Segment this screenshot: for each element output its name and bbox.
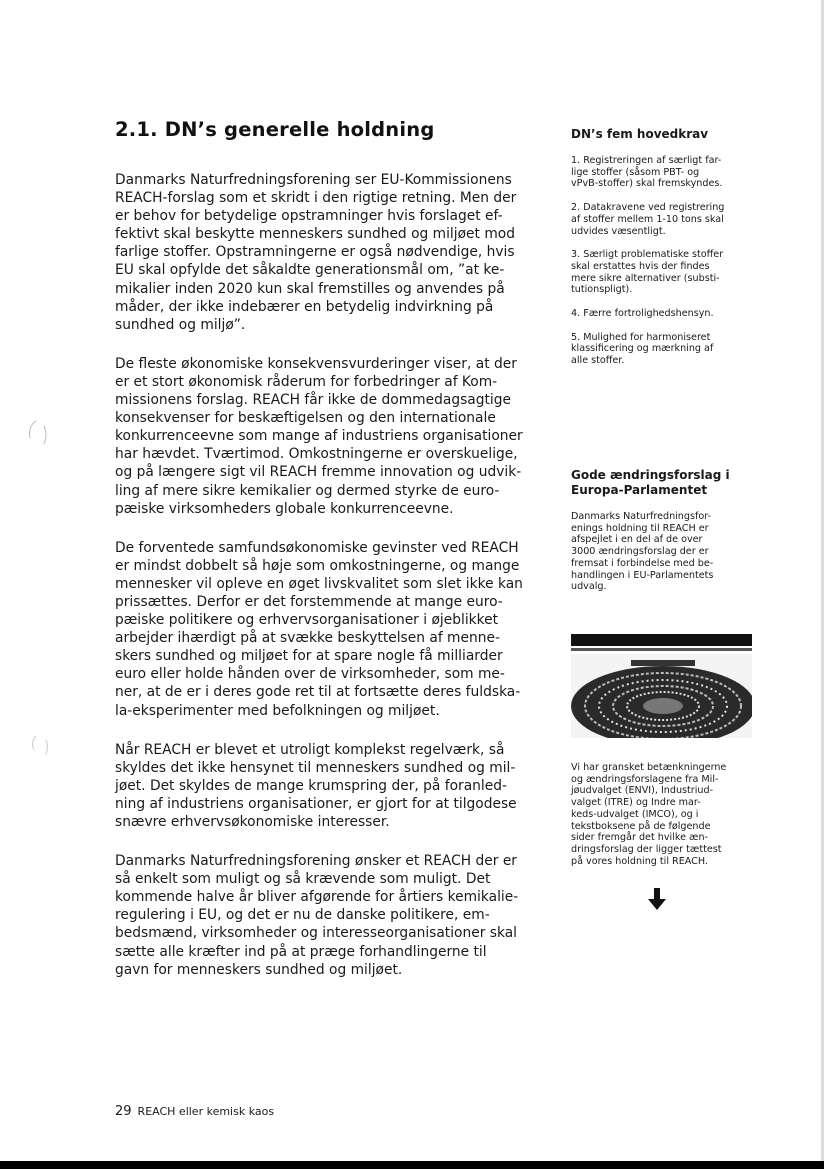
body-paragraph: Når REACH er blevet et utroligt komplekst regelværk, så skyldes det ikke hensynet til menneskers sundhed og mil- jøet. Det skyldes de mange krumspring der, på foranled- ning af industriens organisationer, er gjort for at tilgodese snævre erhvervsøkonomiske interesser. [115, 741, 517, 830]
demand-item: 2. Datakravene ved registrering af stoffer mellem 1-10 tons skal udvides væsentligt. [571, 202, 725, 237]
demand-item: 4. Færre fortrolighedshensyn. [571, 308, 714, 320]
body-paragraph: De forventede samfundsøkonomiske gevinster ved REACH er mindst dobbelt så høje som omkostningerne, og mange mennesker vil opleve en øget livskvalitet som slet ikke kan prissættes. Derfor er det forstemmende at mange euro- pæiske politikere og erhvervsorganisationer i øjeblikket arbejder ihærdigt på at svække beskyttelsen af menne- skers sundhed og miljøet for at spare nogle få milliarder euro eller holde hånden over de virksomheder, som me- ner, at de er i deres gode ret til at fortsætte deres fuldska- la-eksperimenter med befolkningen og miljøet. [115, 539, 523, 719]
photo-caption: Vi har gransket betænkningerne og ændringsforslagene fra Mil- jøudvalget (ENVI), Industriud- valget (ITRE) og Indre mar- keds-udvalget (IMCO), og i tekstboksene på de følgende sider fremgår det hvilke æn- dringsforslag der ligger tættest på vores holdning til REACH. [571, 762, 727, 867]
body-paragraph: Danmarks Naturfredningsforening ser EU-Kommissionens REACH-forslag som et skridt i den rigtige retning. Men der er behov for betydelige opstramninger hvis forslaget ef- fektivt skal beskytte menneskers sundhed og miljøet mod farlige stoffer. Opstramningerne er også nødvendige, hvis EU skal opfylde det såkaldte generationsmål om, ”at ke- mikalier inden 2020 kun skal fremstilles og anvendes på måder, der ikke indebærer en betydelig indvirkning på sundhed og miljø”. [115, 172, 517, 333]
demands-heading: DN’s fem hovedkrav [571, 127, 709, 141]
punch-hole-mark [24, 418, 54, 448]
body-paragraph: De fleste økonomiske konsekvensvurderinger viser, at der er et stort økonomisk råderum for forbedringer af Kom- missionens forslag. REACH får ikke de dommedagsagtige konsekvenser for beskæftigelsen og den internationale konkurrenceevne som mange af industriens organisationer har hævdet. Tværtimod. Omkostningerne er overskuelige, og på længere sigt vil REACH fremme innovation og udvik- ling af mere sikre kemikalier og dermed styrke de euro- pæiske virksomheders globale konkurrenceevne. [115, 355, 523, 517]
demand-item: 5. Mulighed for harmoniseret klassificering og mærkning af alle stoffer. [571, 331, 714, 367]
parliament-photo [571, 628, 752, 746]
demand-item: 3. Særligt problematiske stoffer skal erstattes hvis der findes mere sikre alternativer (substi- tutionspligt). [571, 249, 724, 296]
body-paragraph: Danmarks Naturfredningsforening ønsker et REACH der er så enkelt som muligt og så krævende som muligt. Det kommende halve år bliver afgørende for årtiers kemikalie- regulering i EU, og det er nu de danske politikere, em- bedsmænd, virksomheder og interesseorganisationer skal sætte alle kræfter ind på at præge forhandlingerne til gavn for menneskers sundhed og miljøet. [115, 853, 519, 978]
amendments-text: Danmarks Naturfredningsfor- enings holdning til REACH er afspejlet i en del af de over 3000 ændringsforslag der er fremsat i forbindelse med be- handlingen i EU-Parlamentets udvalg. [571, 511, 714, 593]
page-number: 29 [115, 1104, 132, 1119]
parliament-chamber-image [571, 628, 752, 746]
demand-item: 1. Registreringen af særligt far- lige stoffer (såsom PBT- og vPvB-stoffer) skal fremskyndes. [571, 155, 723, 190]
punch-hole-mark [26, 730, 56, 760]
amendments-heading: Gode ændringsforslag i Europa-Parlamentet [571, 468, 730, 497]
demands-list [571, 155, 756, 379]
main-column [115, 118, 535, 1000]
page-footer [115, 1104, 274, 1119]
section-title: 2.1. DN’s generelle holdning [115, 118, 435, 141]
scan-bottom-edge [0, 1161, 824, 1169]
publication-title: REACH eller kemisk kaos [137, 1105, 275, 1118]
arrow-down-icon [648, 888, 666, 910]
